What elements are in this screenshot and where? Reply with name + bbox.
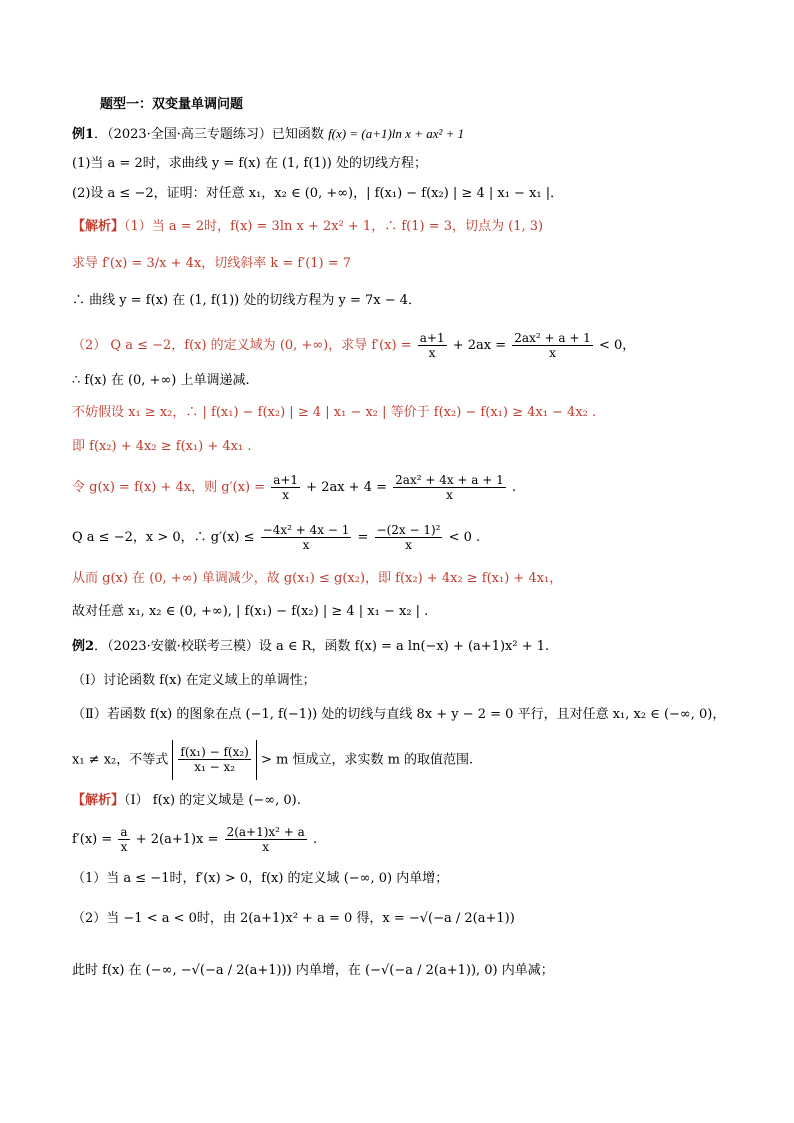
fraction: $\frac{a+1}{x}$ — [419, 331, 445, 360]
fraction: $\frac{\text{2(a+1)x² + a}}{x}$ — [226, 825, 305, 854]
example-1-solution-line9: Q a ≤ −2，x > 0，∴ g′(x) ≤ $\frac{\text{−4x² + 4x − 1}}{x}$ = $\frac{\text{−(2x − 1)²}}{x}$ < 0 . — [72, 523, 481, 552]
example-1-label: 例1 — [72, 127, 95, 142]
example-1-part1: (1)当 a = 2时，求曲线 y = f(x) 在 (1, f(1)) 处的切线方程； — [72, 156, 427, 171]
example-2-solution-line3: （1）当 a ≤ −1时，f′(x) > 0，f(x) 的定义域 (−∞, 0) 内单增； — [72, 871, 449, 886]
absolute-value — [172, 740, 256, 780]
fraction: $\frac{\text{2ax² + a + 1}}{x}$ — [514, 331, 591, 360]
example-1-solution-line2: 求导 f′(x) = 3/x + 4x，切线斜率 k = f′(1) = 7 — [72, 256, 352, 271]
fraction: $\frac{\text{f(x₁) − f(x₂)}}{\text{x₁ − x₂}}$ — [180, 745, 249, 774]
solution-tag: 【解析】 — [72, 219, 125, 234]
example-1-solution-line3: ∴ 曲线 y = f(x) 在 (1, f(1)) 处的切线方程为 y = 7x − 4． — [72, 293, 422, 308]
example-1-solution-line10: 从而 g(x) 在 (0, +∞) 单调减少，故 g(x₁) ≤ g(x₂)，即 f(x₂) + 4x₂ ≥ f(x₁) + 4x₁， — [72, 571, 563, 586]
fraction: $\frac{\text{−4x² + 4x − 1}}{x}$ — [262, 523, 350, 552]
example-2-solution-line1: 【解析】（Ⅰ） f(x) 的定义域是 (−∞, 0). — [72, 793, 301, 808]
example-2-part3: x₁ ≠ x₂，不等式 $\frac{\text{f(x₁) − f(x₂)}}{\text{x₁ − x₂}}$ > m 恒成立，求实数 m 的取值范围. — [72, 740, 473, 780]
example-1-part2: (2)设 a ≤ −2，证明：对任意 x₁，x₂ ∈ (0, +∞)，| f(x₁) − f(x₂) | ≥ 4 | x₁ − x₁ |． — [72, 186, 564, 201]
example-1-solution-line8: 令 g(x) = f(x) + 4x，则 g′(x) = $\frac{a+1}{x}$ + 2ax + 4 = $\frac{\text{2ax² + 4x + a + 1}}{x}$ . — [72, 473, 517, 502]
example-1-solution-line7: 即 f(x₂) + 4x₂ ≥ f(x₁) + 4x₁ . — [72, 439, 252, 454]
example-2-solution-line4: （2）当 −1 < a < 0时，由 2(a+1)x² + a = 0 得，x = −√(−a / 2(a+1)) — [72, 911, 515, 926]
example-2-part1: （Ⅰ）讨论函数 f(x) 在定义域上的单调性； — [72, 673, 316, 688]
fraction: $\frac{a}{x}$ — [120, 825, 128, 854]
example-1-solution-line5: ∴ f(x) 在 (0, +∞) 上单调递减. — [72, 373, 250, 388]
example-2-part2: （Ⅱ）若函数 f(x) 的图象在点 (−1, f(−1)) 处的切线与直线 8x + y − 2 = 0 平行，且对任意 x₁, x₂ ∈ (−∞, 0)， — [72, 707, 726, 722]
example-1-solution-line6: 不妨假设 x₁ ≥ x₂，∴ | f(x₁) − f(x₂) | ≥ 4 | x₁ − x₂ | 等价于 f(x₂) − f(x₁) ≥ 4x₁ − 4x₂ . — [72, 405, 597, 420]
example-1-function: f(x) = (a+1)ln x + ax² + 1 — [328, 126, 465, 141]
section-title: 题型一：双变量单调问题 — [100, 97, 244, 112]
fraction: $\frac{a+1}{x}$ — [273, 473, 299, 502]
example-1-solution-line1: 【解析】（1）当 a = 2时，f(x) = 3ln x + 2x² + 1，∴ f(1) = 3，切点为 (1, 3) — [72, 219, 544, 234]
example-2-label: 例2 — [72, 639, 95, 654]
example-1-solution-line4: （2） Q a ≤ −2，f(x) 的定义域为 (0, +∞)，求导 f′(x) = $\frac{a+1}{x}$ + 2ax = $\frac{\text{2ax² + a + 1}}{x}$ < 0， — [72, 331, 636, 360]
example-2-solution-line2: f′(x) = $\frac{a}{x}$ + 2(a+1)x = $\frac{\text{2(a+1)x² + a}}{x}$ . — [72, 825, 318, 854]
example-1-solution-line11: 故对任意 x₁, x₂ ∈ (0, +∞), | f(x₁) − f(x₂) | ≥ 4 | x₁ − x₂ | . — [72, 604, 429, 619]
fraction: $\frac{\text{−(2x − 1)²}}{x}$ — [376, 523, 441, 552]
example-2-header: 例2．（2023·安徽·校联考三模）设 a ∈ R，函数 f(x) = a ln(−x) + (a+1)x² + 1. — [72, 639, 550, 654]
fraction: $\frac{\text{2ax² + 4x + a + 1}}{x}$ — [395, 473, 504, 502]
example-1-source: （2023·全国·高三专题练习）已知函数 — [107, 127, 324, 142]
example-2-solution-line5: 此时 f(x) 在 (−∞, −√(−a / 2(a+1))) 内单增，在 (−√(−a / 2(a+1)), 0) 内单减； — [72, 963, 554, 978]
example-1-header: 例1．（2023·全国·高三专题练习）已知函数 f(x) = (a+1)ln x + ax² + 1 — [72, 126, 465, 142]
